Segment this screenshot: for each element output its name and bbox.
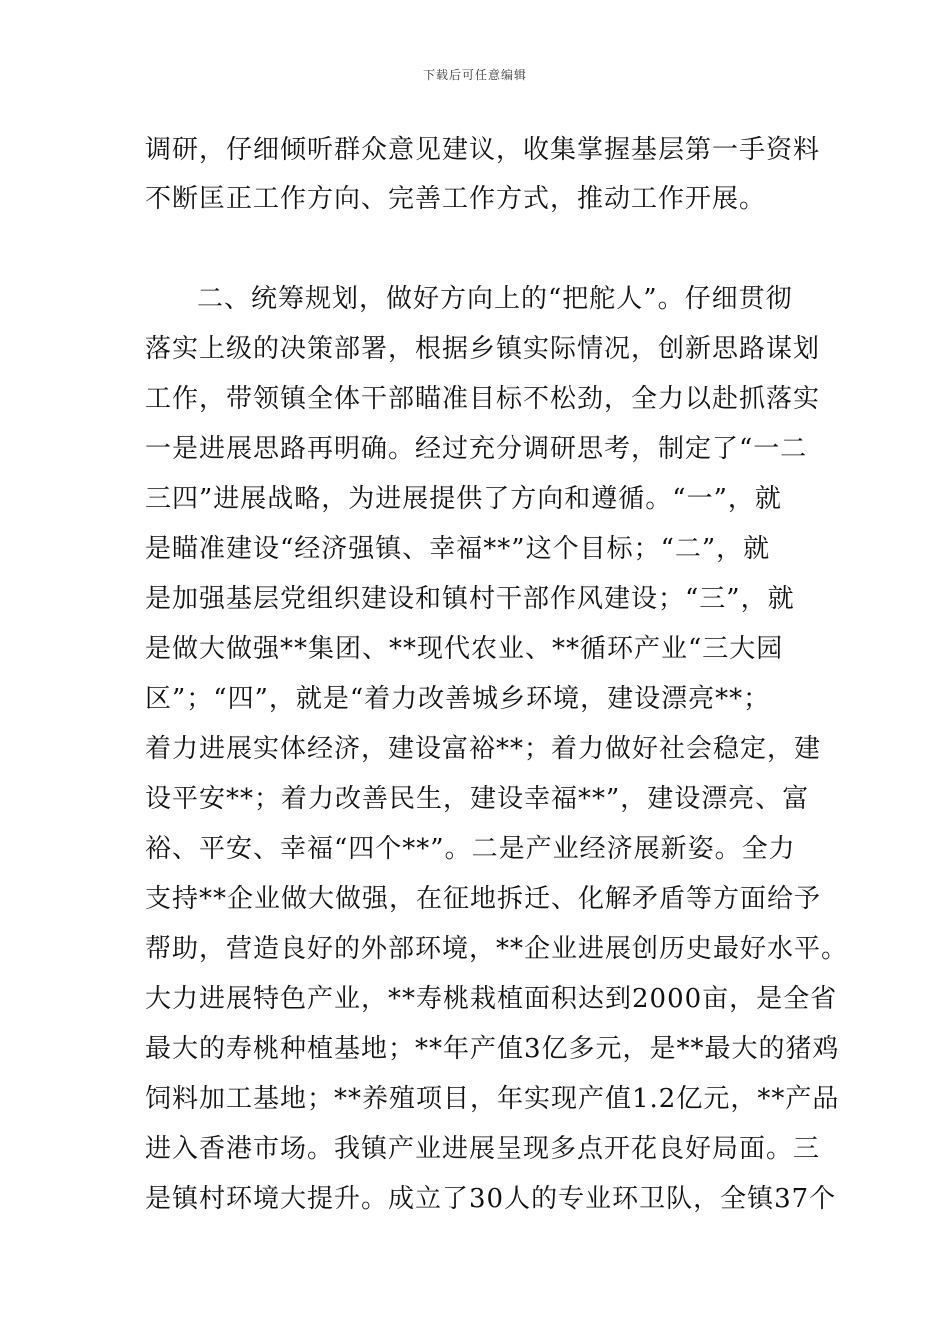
text-line: 裕、平安、幸福“四个**”。二是产业经济展新姿。全力: [145, 834, 796, 864]
text-line: 着力进展实体经济，建设富裕**；着力做好社会稳定，建: [145, 734, 822, 764]
text-line: 进入香港市场。我镇产业进展呈现多点开花良好局面。三: [145, 1134, 821, 1164]
text-line: 设平安**；着力改善民生，建设幸福**”，建设漂亮、富: [145, 784, 810, 814]
text-line: 是加强基层党组织建设和镇村干部作风建设；“三”，就: [145, 584, 795, 614]
text-line: 饲料加工基地；**养殖项目，年实现产值1.2亿元，**产品: [145, 1084, 840, 1114]
text-line: 支持**企业做大做强，在征地拆迁、化解矛盾等方面给予: [145, 884, 822, 914]
text-line: 三四”进展战略，为进展提供了方向和遵循。“一”，就: [145, 484, 782, 514]
text-line: 落实上级的决策部署，根据乡镇实际情况，创新思路谋划: [145, 334, 821, 364]
page-header: 下载后可任意编辑: [422, 68, 527, 82]
text-line: 最大的寿桃种植基地；**年产值3亿多元，是**最大的猪鸡: [145, 1034, 840, 1064]
text-line: 不断匡正工作方向、完善工作方式，推动工作开展。: [145, 184, 767, 214]
text-line: 大力进展特色产业，**寿桃栽植面积达到2000亩，是全省: [145, 984, 838, 1014]
text-line: 帮助，营造良好的外部环境，**企业进展创历史最好水平。: [145, 934, 849, 964]
text-line: 调研，仔细倾听群众意见建议，收集掌握基层第一手资料: [145, 135, 821, 165]
paragraph-start-line: 二、统筹规划，做好方向上的“把舵人”。仔细贯彻: [197, 284, 793, 314]
text-line: 是镇村环境大提升。成立了30人的专业环卫队，全镇37个: [145, 1184, 837, 1214]
text-line: 是做大做强**集团、**现代农业、**循环产业“三大园: [145, 634, 784, 664]
text-line: 工作，带领镇全体干部瞄准目标不松劲，全力以赴抓落实: [145, 384, 821, 414]
text-line: 一是进展思路再明确。经过充分调研思考，制定了“一二: [145, 434, 808, 464]
text-line: 是瞄准建设“经济强镇、幸福**”这个目标；“二”，就: [145, 534, 771, 564]
text-line: 区”；“四”，就是“着力改善城乡环境，建设漂亮**；: [145, 684, 771, 714]
